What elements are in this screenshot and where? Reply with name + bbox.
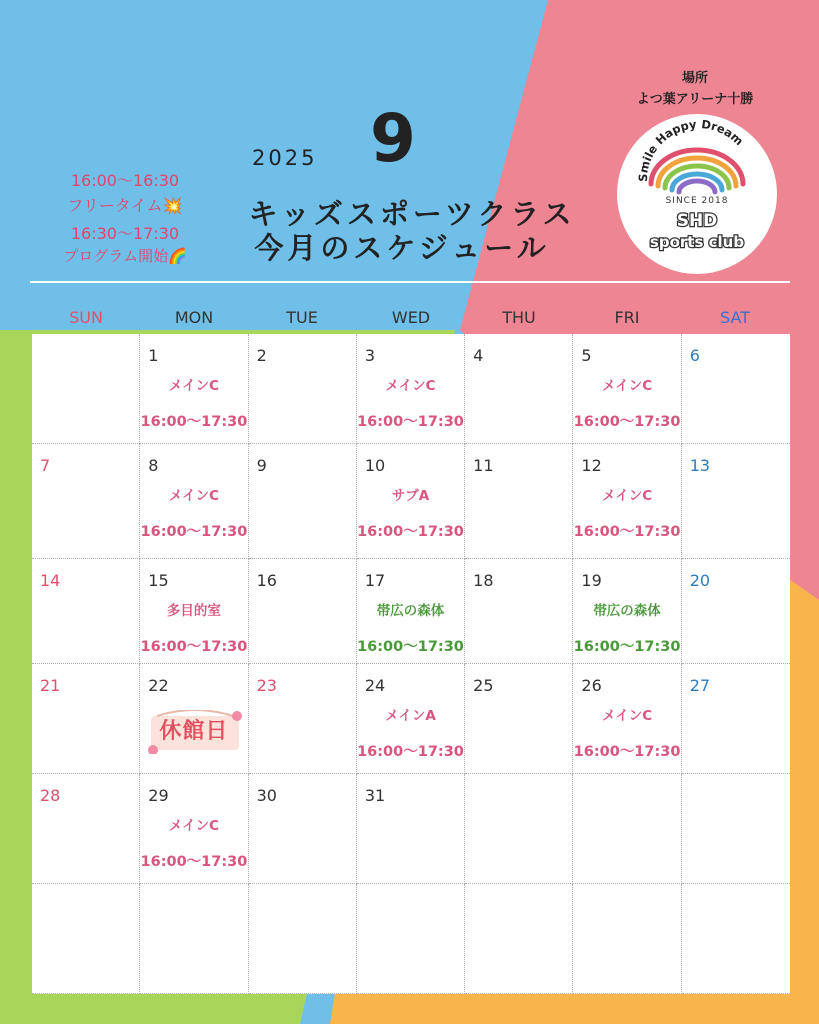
calendar-day-cell — [32, 444, 140, 559]
day-number: 2 — [256, 346, 267, 365]
place-value: よつ葉アリーナ十勝 — [636, 92, 754, 107]
weekday-sun: SUN — [69, 308, 103, 327]
calendar-day-cell — [249, 884, 357, 994]
day-number: 9 — [256, 456, 267, 475]
event-time: 16:00〜17:30 — [140, 854, 248, 870]
day-number: 5 — [581, 346, 592, 365]
weekday-fri: FRI — [614, 308, 640, 327]
day-number: 26 — [581, 676, 602, 695]
club-logo — [617, 114, 777, 274]
day-number: 20 — [689, 571, 711, 590]
weekday-wed: WED — [391, 308, 431, 327]
calendar-day-cell — [140, 559, 248, 664]
event-time: 16:00〜17:30 — [140, 414, 248, 430]
event-location: サブA — [391, 488, 430, 504]
day-number: 6 — [689, 346, 700, 365]
calendar-day-cell — [682, 664, 790, 774]
event-time: 16:00〜17:30 — [573, 414, 681, 430]
day-number: 29 — [148, 786, 169, 805]
event-time: 16:00〜17:30 — [140, 524, 248, 540]
calendar-day-cell — [465, 559, 573, 664]
calendar-day-cell — [140, 334, 248, 444]
calendar-day-cell — [682, 774, 790, 884]
event-time: 16:00〜17:30 — [357, 414, 464, 430]
day-number: 17 — [364, 571, 386, 590]
calendar-day-cell — [573, 774, 681, 884]
calendar-day-cell — [573, 884, 681, 994]
day-number: 19 — [581, 571, 602, 590]
title-line-2: 今月のスケジュール — [254, 231, 550, 265]
place-label: 場所 — [681, 71, 708, 86]
calendar-day-cell — [357, 559, 465, 664]
calendar-day-cell — [249, 559, 357, 664]
weekday-tue: TUE — [286, 308, 318, 327]
calendar-day-cell — [465, 774, 573, 884]
calendar-day-cell — [682, 334, 790, 444]
calendar-day-cell — [32, 664, 140, 774]
calendar-day-cell — [32, 774, 140, 884]
event-location: メインC — [601, 488, 653, 504]
day-number: 24 — [364, 676, 386, 695]
calendar-day-cell — [357, 774, 465, 884]
program-label: プログラム開始🌈 — [63, 247, 187, 265]
header-divider — [30, 281, 790, 283]
event-location: 帯広の森体 — [593, 603, 661, 619]
day-number: 13 — [689, 456, 711, 475]
event-time: 16:00〜17:30 — [357, 524, 464, 540]
calendar-day-cell — [465, 664, 573, 774]
logo-name-1: SHD — [676, 211, 718, 231]
rainbow-logo-icon — [617, 114, 777, 274]
calendar-day-cell — [573, 664, 681, 774]
calendar-grid — [32, 334, 790, 994]
calendar-day-cell — [140, 664, 248, 774]
event-location: メインC — [601, 708, 653, 724]
day-number: 10 — [364, 456, 386, 475]
day-number: 18 — [473, 571, 494, 590]
event-time: 16:00〜17:30 — [357, 744, 464, 760]
calendar-day-cell — [573, 559, 681, 664]
calendar-day-cell — [249, 774, 357, 884]
event-time: 16:00〜17:30 — [140, 639, 248, 655]
calendar-day-cell — [682, 444, 790, 559]
calendar-day-cell — [357, 884, 465, 994]
calendar-day-cell — [249, 334, 357, 444]
calendar-day-cell — [573, 334, 681, 444]
day-number: 28 — [40, 786, 61, 805]
event-location: 帯広の森体 — [376, 603, 445, 619]
weekday-sat: SAT — [720, 308, 750, 327]
event-location: メインC — [601, 378, 653, 394]
event-location: メインC — [385, 378, 436, 394]
calendar-day-cell — [32, 559, 140, 664]
calendar-day-cell — [249, 444, 357, 559]
day-number: 4 — [473, 346, 484, 365]
weekday-thu: THU — [502, 308, 536, 327]
closed-label: 休館日 — [159, 719, 229, 744]
day-number: 22 — [148, 676, 169, 695]
day-number: 1 — [148, 346, 159, 365]
calendar-day-cell — [682, 884, 790, 994]
calendar-day-cell — [32, 334, 140, 444]
event-time: 16:00〜17:30 — [573, 639, 681, 655]
calendar-day-cell — [573, 444, 681, 559]
calendar-day-cell — [357, 334, 465, 444]
day-number: 30 — [256, 786, 277, 805]
event-location: メインC — [168, 488, 219, 504]
day-number: 11 — [473, 456, 494, 475]
day-number: 15 — [148, 571, 169, 590]
event-location: 多目的室 — [166, 603, 221, 619]
event-location: メインA — [385, 708, 436, 724]
day-number: 8 — [148, 456, 159, 475]
calendar-day-cell — [357, 444, 465, 559]
calendar-day-cell — [682, 559, 790, 664]
calendar-day-cell — [465, 884, 573, 994]
day-number: 12 — [581, 456, 602, 475]
calendar-day-cell — [465, 444, 573, 559]
logo-since: SINCE 2018 — [665, 196, 729, 206]
month-number: 9 — [370, 100, 416, 177]
day-number: 3 — [364, 346, 376, 365]
calendar-day-cell — [140, 444, 248, 559]
logo-name-2: sports club — [649, 233, 745, 251]
day-number: 25 — [473, 676, 494, 695]
calendar-day-cell — [140, 774, 248, 884]
day-number: 27 — [689, 676, 711, 695]
event-location: メインC — [168, 378, 219, 394]
event-time: 16:00〜17:30 — [573, 524, 681, 540]
free-time-label: フリータイム💥 — [67, 196, 183, 215]
event-time: 16:00〜17:30 — [357, 639, 464, 655]
weekday-mon: MON — [174, 308, 214, 327]
day-number: 23 — [256, 676, 277, 695]
free-time-hours: 16:00〜16:30 — [70, 171, 180, 190]
program-hours: 16:30〜17:30 — [70, 224, 180, 243]
day-number: 7 — [40, 456, 51, 475]
calendar-day-cell — [140, 884, 248, 994]
day-number: 31 — [364, 786, 386, 805]
year-label: 2025 — [252, 146, 318, 170]
event-time: 16:00〜17:30 — [573, 744, 681, 760]
logo-arc-text: Smile Happy Dream — [635, 117, 747, 183]
calendar-day-cell — [465, 334, 573, 444]
title-line-1: キッズスポーツクラス — [248, 197, 576, 231]
calendar-day-cell — [249, 664, 357, 774]
calendar-day-cell — [32, 884, 140, 994]
day-number: 14 — [40, 571, 61, 590]
day-number: 16 — [256, 571, 277, 590]
calendar-day-cell — [357, 664, 465, 774]
day-number: 21 — [40, 676, 61, 695]
event-location: メインC — [168, 818, 219, 834]
